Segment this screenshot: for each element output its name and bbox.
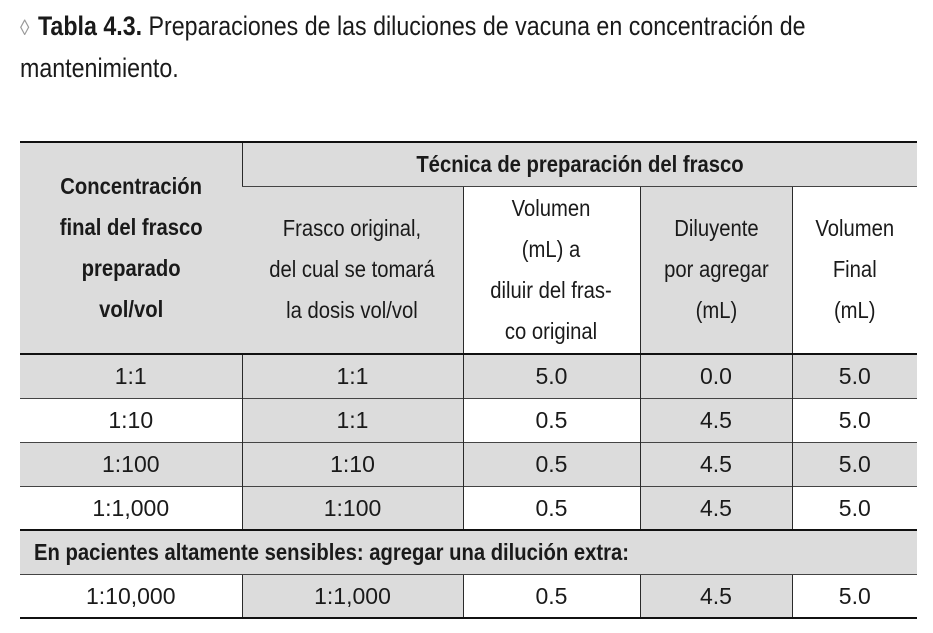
header-line: Volumen [815,215,895,242]
header-line: Diluyente [673,215,759,242]
table-cell: 4.5 [640,442,792,486]
table-row [20,574,917,618]
header-line: Final [832,256,877,283]
table-cell: 1:100 [242,486,463,530]
table-cell: 5.0 [463,354,640,398]
header-line: diluir del fras- [490,276,613,303]
header-diluent [640,186,792,354]
group-header [242,142,917,186]
header-line: (mL) [695,297,737,324]
group-header-label: Técnica de preparación del frasco [416,151,744,178]
table-cell: 1:1 [242,354,463,398]
table-cell: 0.5 [463,486,640,530]
header-line: del cual se tomará [269,256,435,283]
table-cell: 1:10 [242,442,463,486]
header-line: por agregar [663,256,769,283]
table-cell: 0.0 [640,354,792,398]
table-cell: 5.0 [792,354,917,398]
table-cell: 4.5 [640,574,792,618]
table-row [20,442,917,486]
table-row [20,354,917,398]
dilution-table-container [20,141,917,619]
table-cell: 1:1,000 [242,574,463,618]
table-cell: 5.0 [792,398,917,442]
dilution-table [20,141,917,619]
header-line: co original [505,317,598,344]
section-note [20,530,917,574]
table-caption [20,6,923,88]
table-cell: 1:10 [20,398,242,442]
table-cell: 4.5 [640,398,792,442]
header-original-vial [242,186,463,354]
section-note-text: En pacientes altamente sensibles: agregar una dilución extra: [34,539,630,566]
caption-number: Tabla 4.3. [37,11,143,41]
diamond-icon: ◊ [20,15,30,40]
header-line: Concentración [59,173,202,199]
table-cell: 4.5 [640,486,792,530]
header-line: Frasco original, [283,215,422,242]
table-cell: 1:1 [20,354,242,398]
table-cell: 5.0 [792,442,917,486]
header-line: (mL) [833,297,876,324]
caption-text: Preparaciones de las diluciones de vacuna en concentración de mantenimiento. [20,11,806,83]
table-cell: 0.5 [463,574,640,618]
header-concentration [20,142,242,354]
header-line: (mL) a [522,235,581,262]
header-line: final del frasco [59,214,203,240]
table-row [20,486,917,530]
header-line: la dosis vol/vol [286,297,419,324]
table-cell: 1:1 [242,398,463,442]
section-note-row [20,530,917,574]
header-line: preparado [81,255,181,281]
table-cell: 0.5 [463,398,640,442]
table-row [20,398,917,442]
table-cell: 1:1,000 [20,486,242,530]
table-cell: 0.5 [463,442,640,486]
header-final-volume [792,186,917,354]
header-line: vol/vol [98,296,163,322]
header-volume-to-dilute [463,186,640,354]
table-cell: 1:100 [20,442,242,486]
table-cell: 1:10,000 [85,582,176,609]
header-line: Volumen [512,194,591,221]
table-cell: 5.0 [792,574,917,618]
table-cell: 5.0 [792,486,917,530]
